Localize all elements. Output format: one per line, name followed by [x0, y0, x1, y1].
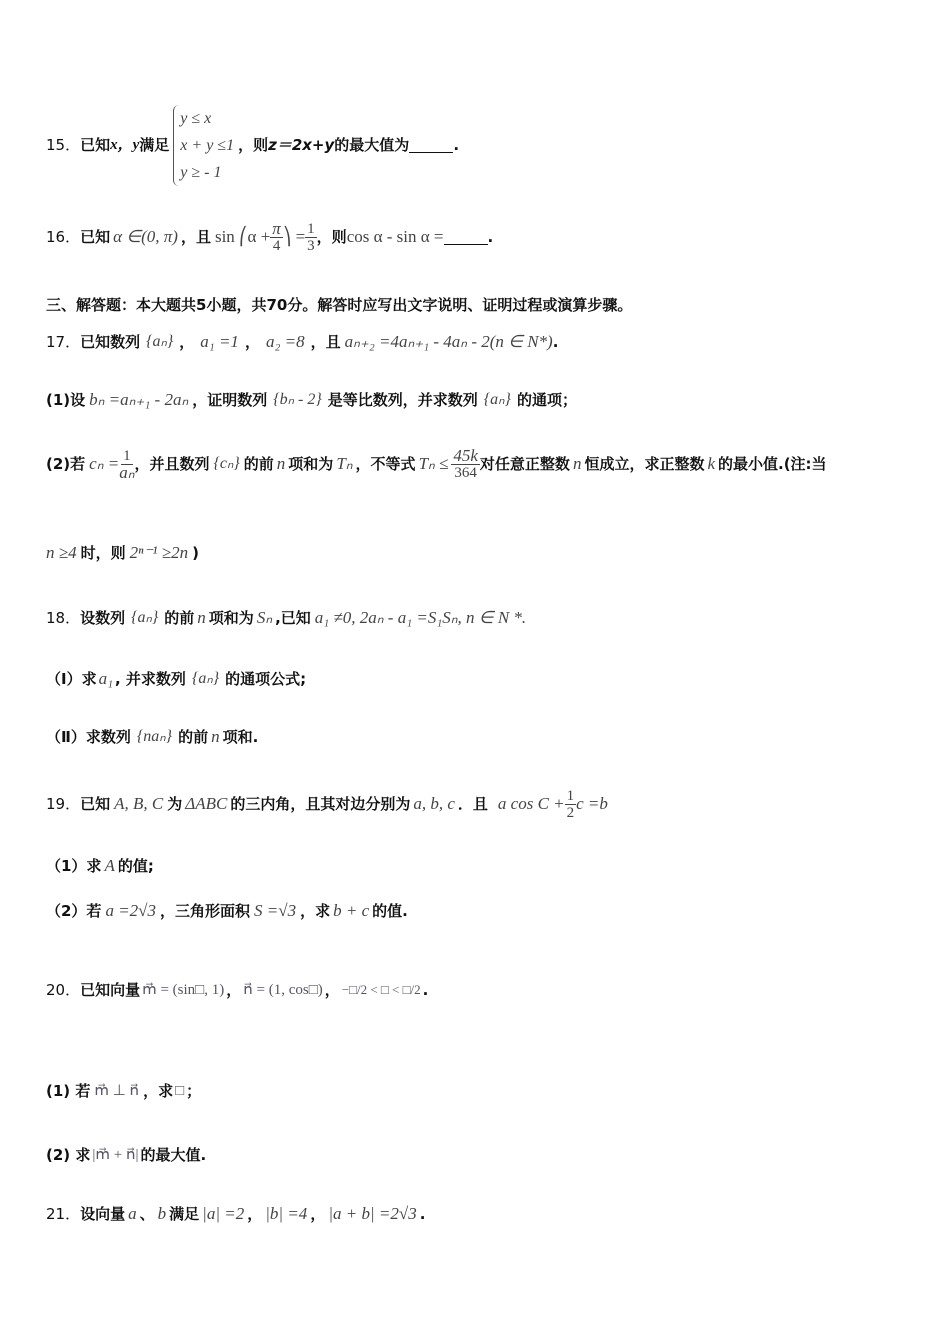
q17-part1: (1)设 bₙ =aₙ₊₁ - 2aₙ ，证明数列 {bₙ - 2} 是等比数列，并求数列 {aₙ} 的通项；	[46, 390, 577, 409]
q18: 18． 设数列 {aₙ} 的前 n 项和为 Sₙ ,已知 a₁ ≠0, 2aₙ - a₁ =S₁Sₙ, n ∈ N *.	[46, 608, 527, 627]
q20-part1: (1) 若 m⃗ ⊥ n⃗ ，求 □ ；	[46, 1082, 202, 1100]
q19-part2: （2）若 a =2√3 ，三角形面积 S =√3 ，求 b + c 的值.	[46, 901, 408, 920]
q18-part1: （Ⅰ）求 a₁ , 并求数列 {aₙ} 的通项公式;	[46, 669, 307, 688]
q15-number: 15．	[46, 136, 81, 154]
pi-over-4: $\frac{\pi}{4}$	[272, 218, 281, 254]
answer-blank[interactable]	[409, 138, 453, 153]
q18-part2: （Ⅱ）求数列 {naₙ} 的前 n 项和.	[46, 727, 259, 746]
q19: 19． 已知 A, B, C 为 ΔABC 的三内角，且其对边分别为 a, b, c ．且 a cos C + $\frac{1}{2}$ c =b	[46, 787, 608, 821]
q17-part2: (2)若 cₙ = $\frac{1}{\text{aₙ}}$ ，并且数列 {cₙ} 的前 n 项和为 Tₙ ，不等式 Tₙ ≤ $\frac{45k}{364}$ 对任意正整数 n 恒成立，求正整数 k 的最小值.(注:当	[46, 445, 827, 482]
q19-part1: （1）求 A 的值;	[46, 856, 154, 875]
q16: 16． 已知 α ∈(0, π) ，且 sin ⎛α + $\frac{\pi}{4}$ ⎞ = $\frac{1}{3}$ ，则 cos α - sin α = .	[46, 218, 494, 254]
q17-note: n ≥4 时，则 2ⁿ⁻¹ ≥2n )	[46, 543, 199, 562]
q17: 17． 已知数列 {aₙ} ， a₁ =1 ， a₂ =8 ，且 aₙ₊₂ =4aₙ₊₁ - 4aₙ - 2(n ∈ N*) .	[46, 332, 559, 351]
q20-part2: (2) 求 |m⃗ + n⃗| 的最大值.	[46, 1146, 207, 1164]
q15-constraint-system: y ≤ x x + y ≤1 y ≥ - 1	[173, 105, 234, 186]
q21: 21． 设向量 a 、 b 满足 |a| =2 ， |b| =4 ， |a + b| =2√3 .	[46, 1204, 426, 1223]
q20: 20． 已知向量 m⃗ = (sin□, 1) ， n⃗ = (1, cos□) ， −□/2 < □ < □/2 .	[46, 981, 429, 999]
section-heading: 三、解答题：本大题共5小题，共70分。解答时应写出文字说明、证明过程或演算步骤。	[46, 296, 633, 314]
answer-blank[interactable]	[444, 230, 488, 245]
one-third: $\frac{1}{3}$	[307, 220, 315, 254]
q15: 15． 已知 x，y 满足 y ≤ x x + y ≤1 y ≥ - 1 ，则 z＝2x+y 的最大值为 .	[46, 100, 459, 190]
